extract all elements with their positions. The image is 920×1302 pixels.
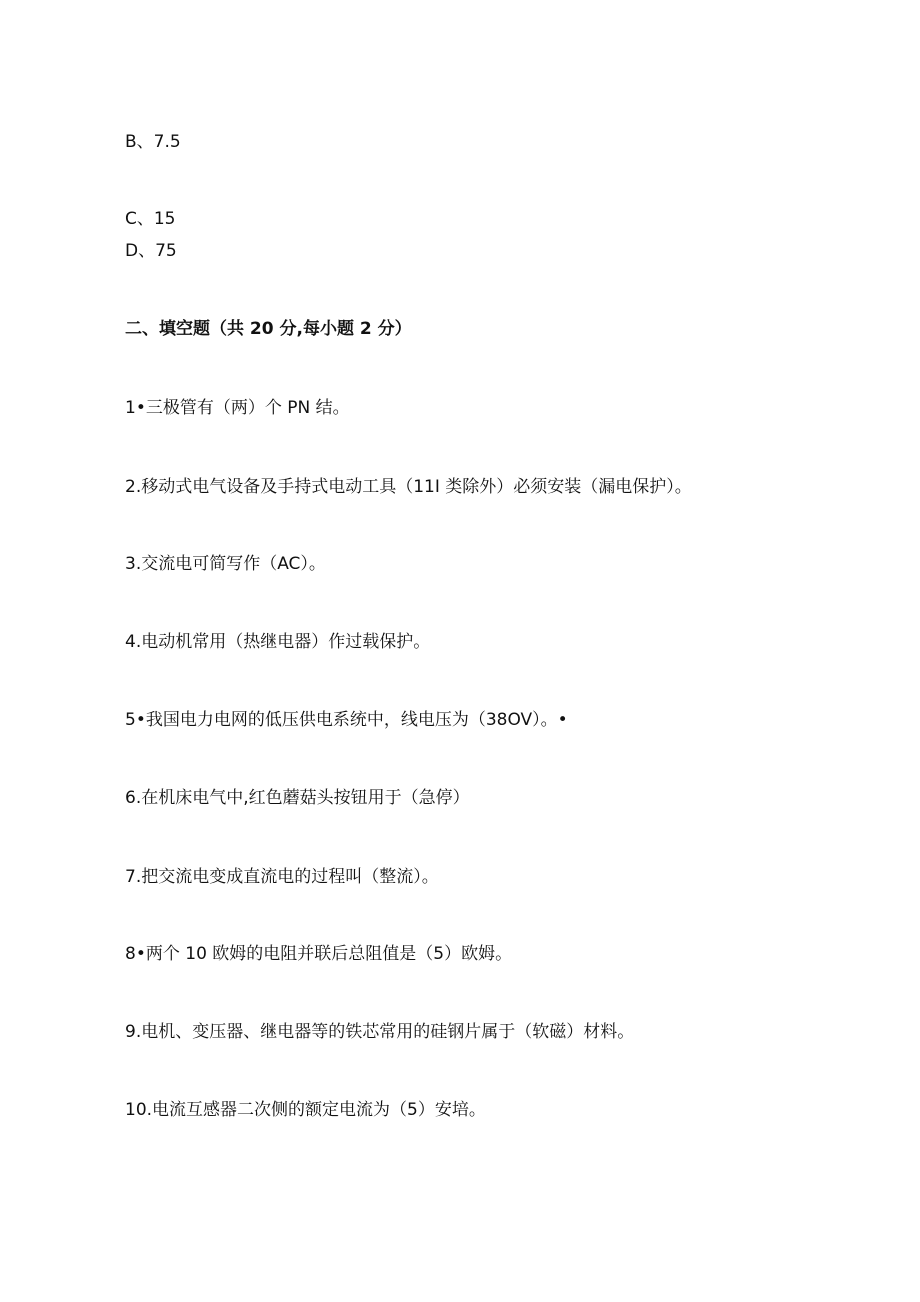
option-b: B、7.5 <box>125 132 181 152</box>
question-4: 4.电动机常用（热继电器）作过载保护。 <box>125 632 431 652</box>
question-6: 6.在机床电气中,红色蘑菇头按钮用于（急停） <box>125 788 470 808</box>
question-8: 8•两个 10 欧姆的电阻并联后总阻值是（5）欧姆。 <box>125 944 513 964</box>
question-3: 3.交流电可简写作（AC）。 <box>125 554 326 574</box>
question-10: 10.电流互感器二次侧的额定电流为（5）安培。 <box>125 1100 486 1120</box>
option-d: D、75 <box>125 241 177 261</box>
question-2: 2.移动式电气设备及手持式电动工具（11I 类除外）必须安装（漏电保护）。 <box>125 477 692 497</box>
section-heading: 二、填空题（共 20 分,每小题 2 分） <box>125 319 412 339</box>
option-c: C、15 <box>125 209 176 229</box>
question-7: 7.把交流电变成直流电的过程叫（整流）。 <box>125 867 439 887</box>
question-1: 1•三极管有（两）个 PN 结。 <box>125 398 350 418</box>
question-5: 5•我国电力电网的低压供电系统中，线电压为（38OV）。• <box>125 710 568 730</box>
question-9: 9.电机、变压器、继电器等的铁芯常用的硅钢片属于（软磁）材料。 <box>125 1022 635 1042</box>
